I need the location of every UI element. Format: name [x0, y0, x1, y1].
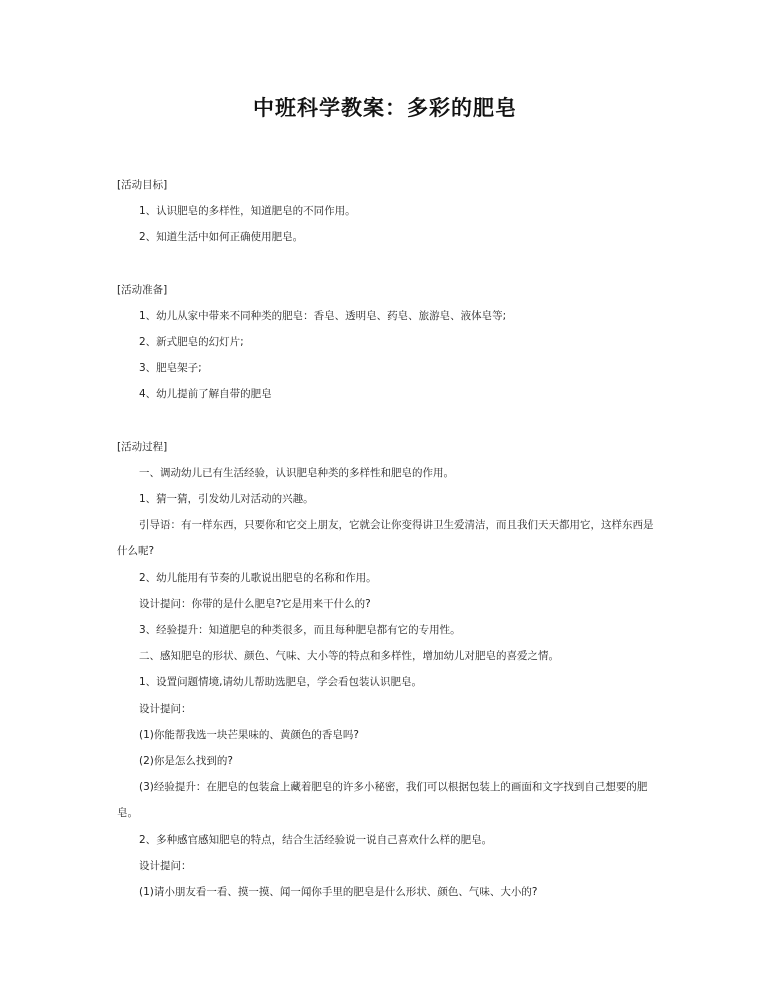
paragraph: 2、幼儿能用有节奏的儿歌说出肥皂的名称和作用。: [139, 571, 377, 584]
paragraph: (1)你能帮我选一块芒果味的、黄颜色的香皂吗?: [139, 728, 359, 741]
paragraph: 1、猜一猜，引发幼儿对活动的兴趣。: [139, 493, 314, 506]
paragraph: 一、调动幼儿已有生活经验，认识肥皂种类的多样性和肥皂的作用。: [139, 466, 454, 479]
paragraph: 2、新式肥皂的幻灯片;: [139, 336, 244, 349]
section-heading-preparation: [活动准备]: [117, 283, 168, 296]
paragraph: 3、肥皂架子;: [139, 362, 202, 375]
paragraph: 引导语：有一样东西，只要你和它交上朋友，它就会让你变得讲卫生爱清洁，而且我们天天都用它，这样东西是什么呢?: [117, 519, 654, 558]
paragraph: (3)经验提升：在肥皂的包装盒上藏着肥皂的许多小秘密，我们可以根据包装上的画面和文字找到自己想要的肥皂。: [117, 781, 648, 820]
section-heading-process: [活动过程]: [117, 440, 168, 453]
paragraph: (1)请小朋友看一看、摸一摸、闻一闻你手里的肥皂是什么形状、颜色、气味、大小的?: [139, 886, 538, 899]
paragraph: 3、经验提升：知道肥皂的种类很多，而且每种肥皂都有它的专用性。: [139, 624, 461, 637]
document-title: 中班科学教案：多彩的肥皂: [253, 95, 517, 120]
paragraph: 1、认识肥皂的多样性，知道肥皂的不同作用。: [139, 205, 356, 218]
paragraph: 设计提问：你带的是什么肥皂?它是用来干什么的?: [139, 597, 371, 610]
paragraph: 设计提问：: [139, 702, 192, 715]
paragraph: 4、幼儿提前了解自带的肥皂: [139, 388, 272, 401]
paragraph: (2)你是怎么找到的?: [139, 755, 233, 768]
paragraph: 二、感知肥皂的形状、颜色、气味、大小等的特点和多样性，增加幼儿对肥皂的喜爱之情。: [139, 650, 559, 663]
paragraph: 2、多种感官感知肥皂的特点，结合生活经验说一说自己喜欢什么样的肥皂。: [139, 833, 493, 846]
document-body: [117, 172, 657, 905]
paragraph: 2、知道生活中如何正确使用肥皂。: [139, 231, 304, 244]
paragraph: 1、幼儿从家中带来不同种类的肥皂：香皂、透明皂、药皂、旅游皂、液体皂等;: [139, 309, 507, 322]
paragraph: 1、设置问题情境,请幼儿帮助选肥皂，学会看包装认识肥皂。: [139, 676, 423, 689]
section-heading-goals: [活动目标]: [117, 179, 168, 191]
paragraph: 设计提问：: [139, 859, 192, 872]
